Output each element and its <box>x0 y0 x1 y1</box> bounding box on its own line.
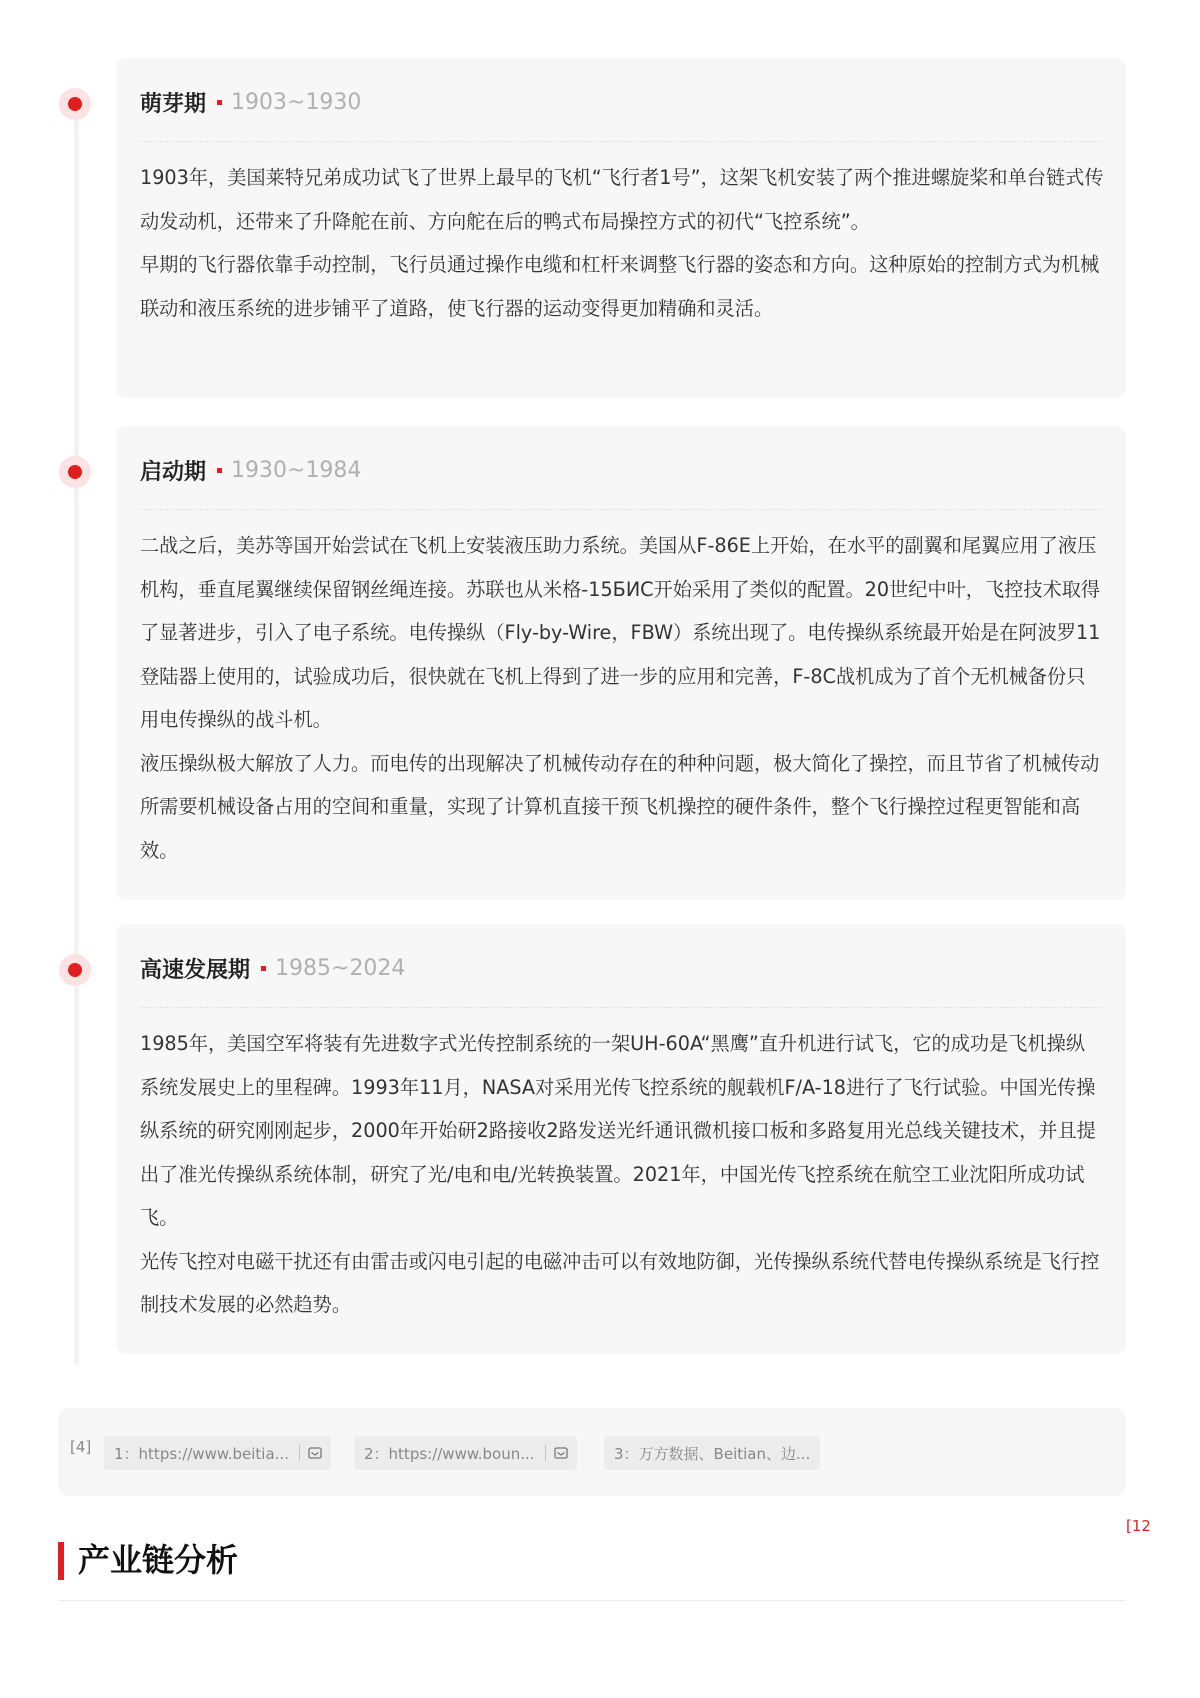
stage-divider <box>140 509 1102 510</box>
stage-card-startup <box>116 426 1126 900</box>
reference-chip-3[interactable] <box>604 1436 820 1470</box>
stage-paragraph: 光传飞控对电磁干扰还有由雷击或闪电引起的电磁冲击可以有效地防御，光传操纵系统代替电传操纵系统是飞行控制技术发展的必然趋势。 <box>140 1249 1100 1316</box>
stage-separator <box>217 468 222 473</box>
reference-chip-1[interactable] <box>104 1436 331 1470</box>
timeline-track <box>74 100 79 1365</box>
reference-link-text[interactable]: 1：https://www.beitia... <box>114 1444 289 1463</box>
copy-link-icon[interactable] <box>546 1447 577 1459</box>
stage-years: 1985~2024 <box>275 955 406 981</box>
stage-paragraph: 1985年，美国空军将装有先进数字式光传控制系统的一架UH-60A“黑鹰”直升机进行试飞，它的成功是飞机操纵系统发展史上的里程碑。1993年11月，NASA对采用光传飞控系统的舰载机F/A-18进行了飞行试验。中国光传操纵系统的研究刚刚起步，2000年开始研2路接收2路发送光纤通讯微机接口板和多路复用光总线关键技术，并且提出了准光传操纵系统体制，研究了光/电和电/光转换装置。2021年，中国光传飞控系统在航空工业沈阳所成功试飞。 <box>140 1032 1096 1229</box>
section-accent-bar <box>58 1542 64 1580</box>
references-bar <box>58 1408 1126 1496</box>
stage-header <box>140 82 361 122</box>
stage-divider <box>140 141 1102 142</box>
footnote-marker: [12 <box>1126 1517 1151 1535</box>
stage-paragraph: 早期的飞行器依靠手动控制，飞行员通过操作电缆和杠杆来调整飞行器的姿态和方向。这种原始的控制方式为机械联动和液压系统的进步铺平了道路，使飞行器的运动变得更加精确和灵活。 <box>140 253 1100 320</box>
stage-header <box>140 948 405 988</box>
timeline-dot <box>59 456 91 488</box>
section-divider <box>58 1600 1126 1601</box>
stage-separator <box>217 100 222 105</box>
section-title: 产业链分析 <box>78 1541 239 1579</box>
stage-paragraph: 二战之后，美苏等国开始尝试在飞机上安装液压助力系统。美国从F-86E上开始，在水平的副翼和尾翼应用了液压机构，垂直尾翼继续保留钢丝绳连接。苏联也从米格-15БИС开始采用了类似的配置。20世纪中叶，飞控技术取得了显著进步，引入了电子系统。电传操纵（Fly-by-Wire，FBW）系统出现了。电传操纵系统最开始是在阿波罗11登陆器上使用的，试验成功后，很快就在飞机上得到了进一步的应用和完善，F-8C战机成为了首个无机械备份只用电传操纵的战斗机。 <box>140 534 1101 731</box>
reference-link-text[interactable]: 3：万方数据、Beitian、边... <box>614 1444 811 1463</box>
stage-divider <box>140 1007 1102 1008</box>
stage-years: 1903~1930 <box>231 89 362 115</box>
reference-index: [4] <box>70 1438 92 1456</box>
stage-header <box>140 450 361 490</box>
stage-name: 萌芽期 <box>140 91 207 117</box>
stage-card-rapid-growth <box>116 924 1126 1354</box>
timeline-dot <box>59 954 91 986</box>
stage-name: 启动期 <box>140 459 207 485</box>
stage-years: 1930~1984 <box>231 457 362 483</box>
stage-separator <box>261 966 266 971</box>
stage-paragraph: 1903年，美国莱特兄弟成功试飞了世界上最早的飞机“飞行者1号”，这架飞机安装了两个推进螺旋桨和单台链式传动发动机，还带来了升降舵在前、方向舵在后的鸭式布局操控方式的初代“飞控系统”。 <box>140 166 1104 233</box>
timeline-dot <box>59 88 91 120</box>
stage-name: 高速发展期 <box>140 957 251 983</box>
copy-link-icon[interactable] <box>300 1447 331 1459</box>
stage-body <box>140 524 1104 872</box>
reference-chip-2[interactable] <box>354 1436 577 1470</box>
reference-link-text[interactable]: 2：https://www.boun... <box>364 1444 535 1463</box>
stage-body <box>140 1022 1104 1327</box>
stage-body <box>140 156 1104 330</box>
stage-paragraph: 液压操纵极大解放了人力。而电传的出现解决了机械传动存在的种种问题，极大简化了操控，而且节省了机械传动所需要机械设备占用的空间和重量，实现了计算机直接干预飞机操控的硬件条件，整个飞行操控过程更智能和高效。 <box>140 751 1100 862</box>
stage-card-sprouting <box>116 58 1126 398</box>
